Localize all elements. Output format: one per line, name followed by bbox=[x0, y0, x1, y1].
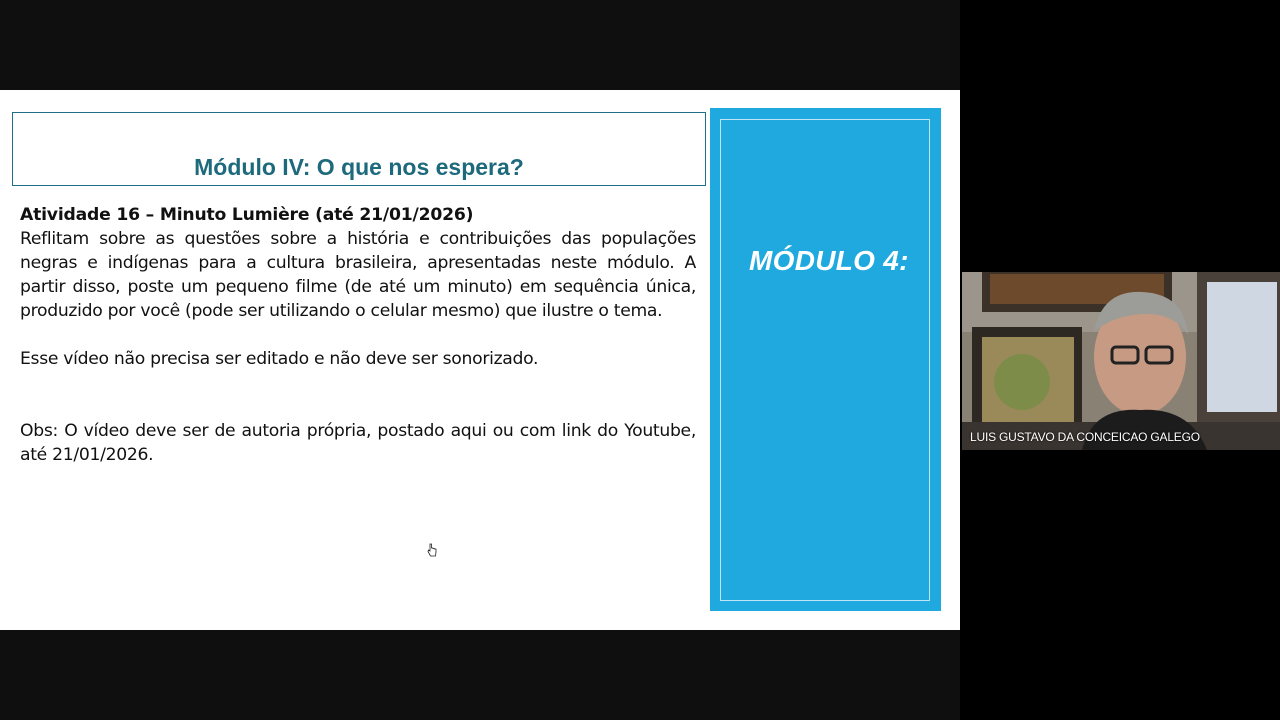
participant-video-feed bbox=[962, 272, 1280, 450]
bottom-letterbox bbox=[0, 630, 960, 720]
activity-heading: Atividade 16 – Minuto Lumière (até 21/01/2026) bbox=[20, 205, 474, 225]
paragraph-editing-note: Esse vídeo não precisa ser editado e não deve ser sonorizado. bbox=[20, 349, 539, 369]
participant-video-tile[interactable] bbox=[962, 272, 1280, 450]
slide-body bbox=[20, 203, 696, 467]
slide-title: Módulo IV: O que nos espera? bbox=[194, 154, 524, 180]
slide-title-box bbox=[12, 112, 706, 186]
spacer bbox=[20, 323, 696, 347]
module-side-panel bbox=[710, 108, 941, 611]
shared-slide bbox=[0, 90, 960, 630]
spacer bbox=[20, 371, 696, 419]
side-panel-frame bbox=[720, 119, 930, 601]
top-letterbox bbox=[0, 0, 960, 90]
module-label: MÓDULO 4: bbox=[749, 245, 909, 276]
pointer-hand-icon bbox=[427, 543, 437, 557]
paragraph-instructions: Reflitam sobre as questões sobre a história e contribuições das populações negras e indígenas para a cultura brasileira, apresentadas neste módulo. A partir disso, poste um pequeno filme (de até um minuto) em sequência única, produzido por você (pode ser utilizando o celular mesmo) que ilustre o tema. bbox=[20, 229, 696, 321]
paragraph-observation: Obs: O vídeo deve ser de autoria própria, postado aqui ou com link do Youtube, até 21/01/2026. bbox=[20, 421, 696, 465]
participant-name: LUIS GUSTAVO DA CONCEICAO GALEGO bbox=[970, 430, 1200, 444]
